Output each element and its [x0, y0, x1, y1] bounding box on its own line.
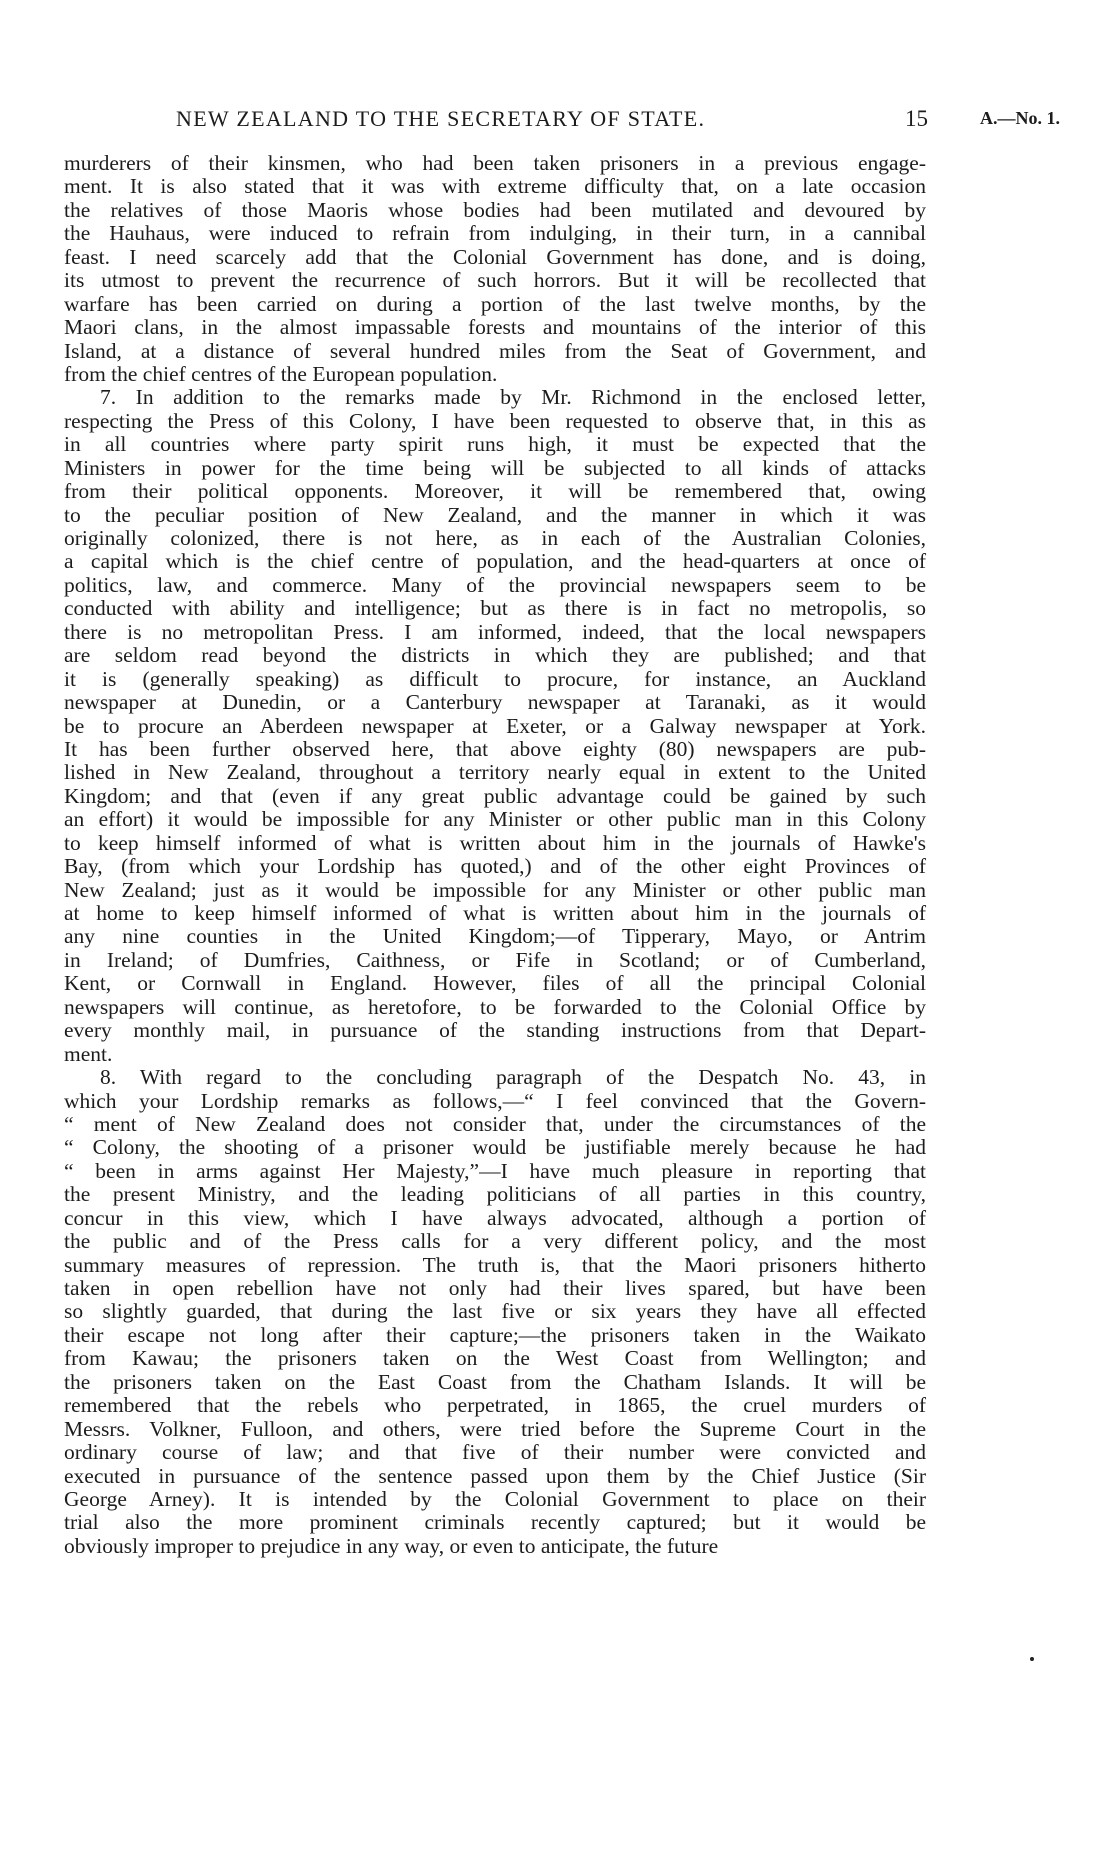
text-line: respecting the Press of this Colony, I have been requested to observe that, in this as [64, 408, 926, 433]
text-line: murderers of their kinsmen, who had been taken prisoners in a previous engage- [64, 151, 926, 175]
print-speck [1030, 1657, 1034, 1661]
text-line: 8. With regard to the concluding paragraph of the Despatch No. 43, in [100, 1065, 926, 1090]
text-line: any nine counties in the United Kingdom;—of Tipperary, Mayo, or Antrim [64, 924, 926, 949]
text-line: executed in pursuance of the sentence passed upon them by the Chief Justice (Sir [64, 1463, 926, 1488]
text-line: to the peculiar position of New Zealand, and the manner in which it was [64, 502, 926, 527]
text-line: It has been further observed here, that above eighty (80) newspapers are pub- [64, 736, 926, 761]
text-line: the prisoners taken on the East Coast from the Chatham Islands. It will be [64, 1369, 926, 1394]
text-line: lished in New Zealand, throughout a territory nearly equal in extent to the United [64, 760, 926, 785]
text-line: “ ment of New Zealand does not consider that, under the circumstances of the [64, 1111, 926, 1136]
text-line: be to procure an Aberdeen newspaper at Exeter, or a Galway newspaper at York. [64, 713, 926, 738]
text-line: it is (generally speaking) as difficult to procure, for instance, an Auckland [64, 666, 926, 691]
text-line: Island, at a distance of several hundred miles from the Seat of Government, and [64, 338, 926, 363]
text-line: trial also the more prominent criminals recently captured; but it would be [64, 1510, 926, 1535]
text-line: Ministers in power for the time being will be subjected to all kinds of attacks [64, 455, 926, 480]
text-line: so slightly guarded, that during the last five or six years they have all effected [64, 1299, 926, 1324]
text-line: ment. [64, 1041, 113, 1066]
text-line: newspapers will continue, as heretofore, to be forwarded to the Colonial Office by [64, 994, 926, 1019]
text-line: from the chief centres of the European population. [64, 361, 498, 386]
text-line: obviously improper to prejudice in any way, or even to anticipate, the future [64, 1533, 719, 1558]
text-line: newspaper at Dunedin, or a Canterbury newspaper at Taranaki, as it would [64, 690, 926, 715]
text-line: the present Ministry, and the leading politicians of all parties in this country, [64, 1182, 926, 1207]
text-line: from Kawau; the prisoners taken on the West Coast from Wellington; and [64, 1346, 926, 1371]
text-line: in Ireland; of Dumfries, Caithness, or Fife in Scotland; or of Cumberland, [64, 947, 926, 972]
text-line: ordinary course of law; and that five of their number were convicted and [64, 1440, 926, 1465]
text-line: feast. I need scarcely add that the Colonial Government has done, and is doing, [64, 244, 926, 269]
text-line: their escape not long after their capture;—the prisoners taken in the Waikato [64, 1322, 926, 1347]
text-line: every monthly mail, in pursuance of the standing instructions from that Depart- [64, 1018, 926, 1043]
text-line: originally colonized, there is not here, as in each of the Australian Colonies, [64, 526, 926, 550]
text-line: warfare has been carried on during a portion of the last twelve months, by the [64, 291, 926, 316]
text-line: 7. In addition to the remarks made by Mr. Richmond in the enclosed letter, [100, 385, 926, 410]
text-line: George Arney). It is intended by the Colonial Government to place on their [64, 1486, 926, 1511]
text-line: ment. It is also stated that it was with extreme difficulty that, on a late occasion [64, 174, 926, 199]
text-line: politics, law, and commerce. Many of the provincial newspapers seem to be [64, 572, 926, 597]
text-line: its utmost to prevent the recurrence of such horrors. But it will be recollected that [64, 268, 926, 293]
page-header [0, 0, 1114, 140]
text-line: the relatives of those Maoris whose bodies had been mutilated and devoured by [64, 197, 926, 222]
text-line: “ been in arms against Her Majesty,”—I have much pleasure in reporting that [64, 1158, 926, 1183]
text-line: New Zealand; just as it would be impossible for any Minister or other public man [64, 877, 926, 902]
text-line: concur in this view, which I have always advocated, although a portion of [64, 1205, 926, 1230]
text-line: Kingdom; and that (even if any great public advantage could be gained by such [64, 783, 926, 808]
text-line: a capital which is the chief centre of population, and the head-quarters at once of [64, 549, 926, 574]
text-line: summary measures of repression. The truth is, that the Maori prisoners hitherto [64, 1252, 926, 1277]
text-line: taken in open rebellion have not only had their lives spared, but have been [64, 1276, 926, 1300]
text-line: there is no metropolitan Press. I am informed, indeed, that the local newspapers [64, 619, 926, 644]
text-line: remembered that the rebels who perpetrated, in 1865, the cruel murders of [64, 1393, 926, 1418]
text-line: Messrs. Volkner, Fulloon, and others, were tried before the Supreme Court in the [64, 1416, 926, 1441]
text-line: from their political opponents. Moreover, it will be remembered that, owing [64, 479, 926, 504]
text-line: an effort) it would be impossible for any Minister or other public man in this Colony [64, 807, 926, 832]
body-text [64, 152, 926, 1558]
text-line: Kent, or Cornwall in England. However, files of all the principal Colonial [64, 971, 926, 996]
text-line: at home to keep himself informed of what is written about him in the journals of [64, 901, 926, 925]
document-reference: A.—No. 1. [980, 108, 1060, 128]
text-line: the Hauhaus, were induced to refrain from indulging, in their turn, in a cannibal [64, 221, 926, 246]
text-line: in all countries where party spirit runs high, it must be expected that the [64, 432, 926, 457]
running-title: NEW ZEALAND TO THE SECRETARY OF STATE. [176, 106, 706, 131]
text-line: the public and of the Press calls for a very different policy, and the most [64, 1229, 926, 1254]
page-number: 15 [905, 106, 928, 131]
text-line: are seldom read beyond the districts in which they are published; and that [64, 643, 926, 668]
text-line: Maori clans, in the almost impassable forests and mountains of the interior of this [64, 315, 926, 340]
text-line: conducted with ability and intelligence; but as there is in fact no metropolis, so [64, 596, 926, 621]
text-line: to keep himself informed of what is written about him in the journals of Hawke's [64, 830, 926, 855]
text-line: Bay, (from which your Lordship has quoted,) and of the other eight Provinces of [64, 854, 926, 879]
text-line: “ Colony, the shooting of a prisoner would be justifiable merely because he had [64, 1135, 926, 1160]
text-line: which your Lordship remarks as follows,—“ I feel convinced that the Govern- [64, 1088, 926, 1113]
